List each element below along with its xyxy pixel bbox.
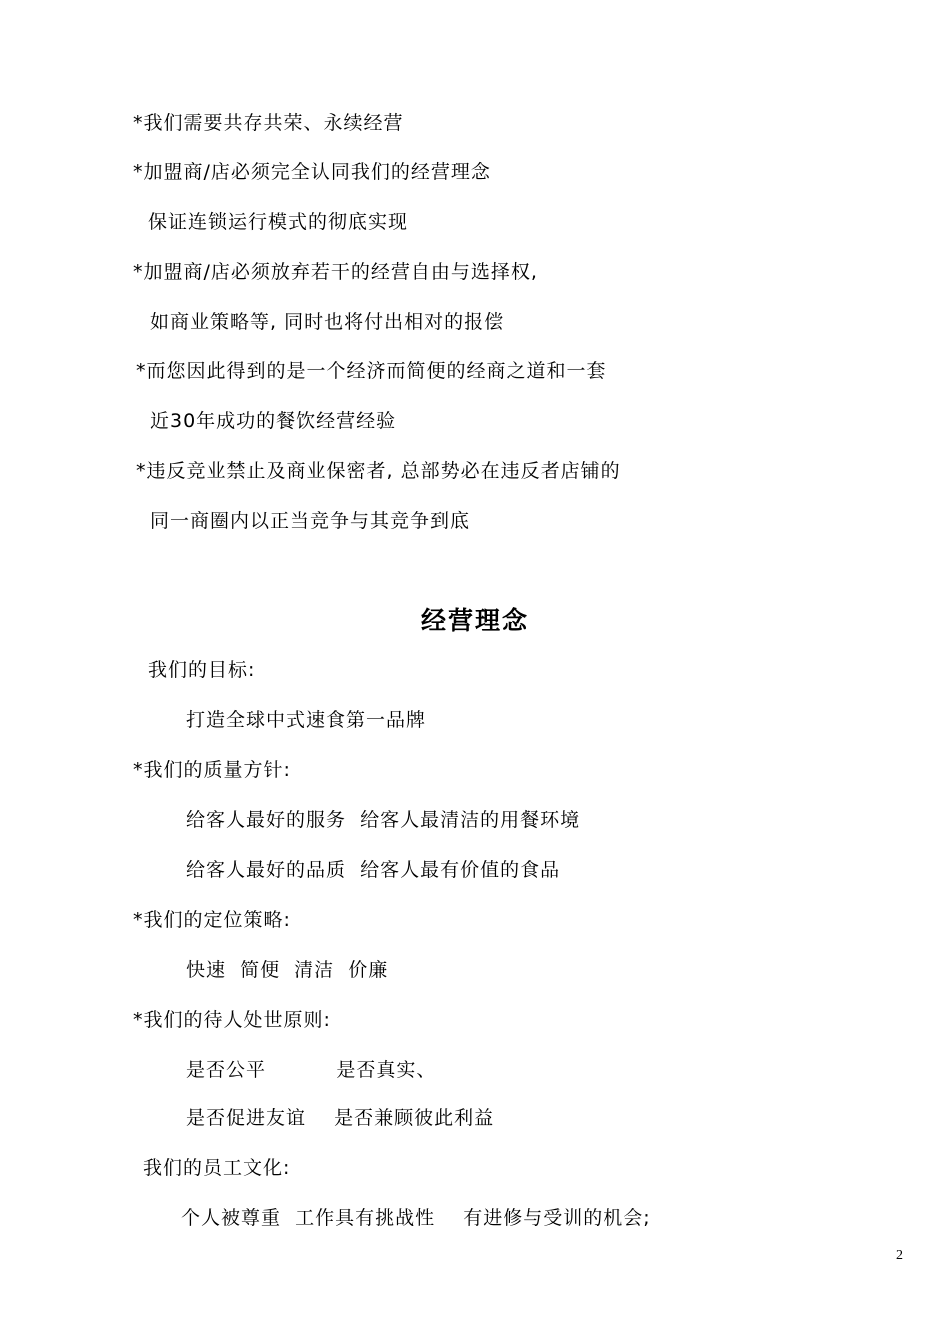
goal-text: 打造全球中式速食第一品牌 <box>186 709 427 731</box>
intro-line-2: *加盟商/店必须完全认同我们的经营理念 <box>133 161 491 183</box>
intro-line-5: 如商业策略等, 同时也将付出相对的报偿 <box>150 311 505 333</box>
quality-heading: *我们的质量方针: <box>133 759 291 781</box>
page-number: 2 <box>896 1248 903 1263</box>
positioning-text: 快速 简便 清洁 价廉 <box>186 959 389 981</box>
intro-line-6: *而您因此得到的是一个经济而简便的经商之道和一套 <box>136 360 607 382</box>
quality-line-2: 给客人最好的品质 给客人最有价值的食品 <box>186 859 561 881</box>
culture-text: 个人被尊重 工作具有挑战性 有进修与受训的机会; <box>181 1207 651 1229</box>
culture-heading: 我们的员工文化: <box>143 1157 291 1179</box>
principles-line-2: 是否促进友谊 是否兼顾彼此利益 <box>186 1107 495 1129</box>
intro-line-9: 同一商圈内以正当竞争与其竞争到底 <box>150 510 471 532</box>
intro-line-7: 近30年成功的餐饮经营经验 <box>150 410 397 432</box>
intro-line-4: *加盟商/店必须放弃若干的经营自由与选择权, <box>133 261 538 283</box>
positioning-heading: *我们的定位策略: <box>133 909 291 931</box>
quality-line-1: 给客人最好的服务 给客人最清洁的用餐环境 <box>186 809 581 831</box>
section-title: 经营理念 <box>420 606 529 635</box>
goal-heading: 我们的目标: <box>148 659 256 681</box>
intro-line-1: *我们需要共存共荣、永续经营 <box>133 112 404 134</box>
principles-line-1: 是否公平 是否真实、 <box>186 1059 437 1081</box>
principles-heading: *我们的待人处世原则: <box>133 1009 331 1031</box>
intro-line-3: 保证连锁运行模式的彻底实现 <box>148 211 409 233</box>
intro-line-8: *违反竞业禁止及商业保密者, 总部势必在违反者店铺的 <box>136 460 621 482</box>
